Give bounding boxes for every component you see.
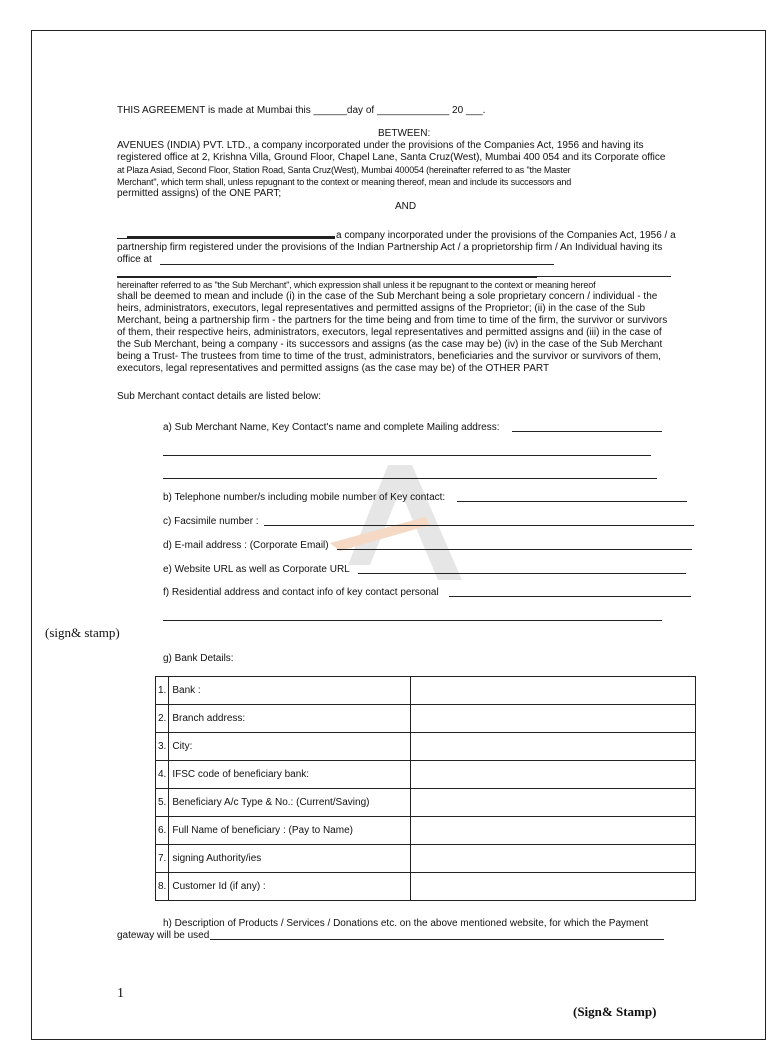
bank-row-number: 2. (156, 705, 169, 733)
table-row (156, 817, 696, 845)
bank-row-number: 8. (156, 873, 169, 901)
bank-row-label: Customer Id (if any) : (169, 873, 411, 901)
item-b-blank[interactable] (457, 501, 687, 502)
sub-para-text-3: heirs, administrators, executors, legal representatives and permitted assigns of the Proprietor; (ii) in the case of the Sub (117, 303, 646, 314)
bank-row-number: 6. (156, 817, 169, 845)
bank-row-value[interactable] (411, 789, 696, 817)
office-address-blank-1 (160, 264, 554, 265)
item-e-blank[interactable] (358, 573, 686, 574)
bank-row-value[interactable] (411, 733, 696, 761)
bank-row-value[interactable] (411, 761, 696, 789)
bank-row-value[interactable] (411, 705, 696, 733)
intro-blank-day: ______ (313, 105, 347, 116)
table-row (156, 733, 696, 761)
item-h-line-1: h) Description of Products / Services / Donations etc. on the above mentioned website, for which the Payment (163, 918, 649, 929)
item-f-blank[interactable] (449, 596, 691, 597)
item-d-label: d) E-mail address : (Corporate Email) (163, 540, 329, 551)
table-row (156, 761, 696, 789)
sign-stamp-right: (Sign& Stamp) (573, 1004, 657, 1019)
table-row (156, 677, 696, 705)
item-d-blank[interactable] (337, 549, 692, 550)
sub-para-line-3: office at (117, 254, 152, 265)
agreement-intro-line (117, 105, 485, 117)
bank-row-value[interactable] (411, 845, 696, 873)
item-a-blank-3[interactable] (163, 478, 657, 479)
item-h-blank[interactable] (210, 939, 664, 940)
item-a-blank-2[interactable] (163, 455, 651, 456)
avenues-paragraph (117, 140, 695, 200)
sub-merchant-name-blank (117, 238, 335, 239)
sub-para-text-2: shall be deemed to mean and include (i) in the case of the Sub Merchant being a sole proprietary concern / individual - the (117, 291, 658, 302)
bank-row-number: 7. (156, 845, 169, 873)
bank-row-value[interactable] (411, 873, 696, 901)
sub-para-text-6: the Sub Merchant, being a company - its successors and assigns (as the case may be) (iv) in the case of the Sub Merchant (117, 339, 663, 350)
sub-para-text-5: of them, their respective heirs, administrators, executors, legal representatives and permitted assigns and (iii) in the case of (117, 327, 662, 338)
bank-row-number: 3. (156, 733, 169, 761)
intro-day-word: day of (346, 105, 375, 116)
bank-row-label: Beneficiary A/c Type & No.: (Current/Saving) (169, 789, 411, 817)
item-b-label: b) Telephone number/s including mobile number of Key contact: (163, 492, 446, 503)
item-a-blank[interactable] (512, 431, 662, 432)
sub-merchant-paragraph (117, 279, 695, 375)
bank-row-value[interactable] (411, 677, 696, 705)
sign-stamp-left: (sign& stamp) (45, 625, 120, 640)
intro-year: 20 (452, 105, 464, 116)
item-g-label: g) Bank Details: (163, 653, 234, 664)
bank-row-label: IFSC code of beneficiary bank: (169, 761, 411, 789)
intro-blank-year: ___. (465, 105, 486, 116)
bank-row-label: Bank : (169, 677, 411, 705)
bank-details-table (155, 676, 696, 901)
table-row (156, 705, 696, 733)
bank-row-label: signing Authority/ies (169, 845, 411, 873)
item-c-label: c) Facsimile number : (163, 516, 259, 527)
sub-para-line-2: partnership firm registered under the provisions of the Indian Partnership Act / a proprietorship firm / An Individual having its (117, 242, 663, 253)
between-heading: BETWEEN: (378, 128, 431, 139)
intro-lead: THIS AGREEMENT is made at Mumbai this (117, 105, 311, 116)
intro-blank-month: _____________ (376, 105, 450, 116)
sub-merchant-name-blank-bold (127, 236, 335, 238)
sub-para-text-8: executors, legal representatives and permitted assigns (as the case may be) of the OTHER PART (117, 363, 550, 374)
table-row (156, 789, 696, 817)
item-f-label: f) Residential address and contact info of key contact personal (163, 587, 439, 598)
item-f-blank-2[interactable] (163, 620, 662, 621)
item-c-blank[interactable] (264, 525, 694, 526)
table-row (156, 845, 696, 873)
sub-para-text-7: being a Trust- The trustees from time to time of the trust, administrators, beneficiaries and the survivor or survivors of them, (117, 351, 661, 362)
bank-row-number: 5. (156, 789, 169, 817)
sub-para-text-1: hereinafter referred to as "the Sub Merchant", which expression shall unless it be repugnant to the context or meaning hereof (117, 280, 596, 290)
avenues-line-3: at Plaza Asiad, Second Floor, Station Road, Santa Cruz(West), Mumbai 400054 (hereinafter referred to as "the Master (117, 165, 571, 175)
bank-row-number: 4. (156, 761, 169, 789)
sub-merchant-underline (117, 277, 537, 278)
and-heading: AND (395, 201, 417, 212)
table-row (156, 873, 696, 901)
avenues-line-5: permitted assigns) of the ONE PART; (117, 188, 282, 199)
bank-row-value[interactable] (411, 817, 696, 845)
item-e-label: e) Website URL as well as Corporate URL (163, 564, 350, 575)
bank-row-label: City: (169, 733, 411, 761)
sub-para-text-4: Merchant, being a partnership firm - the partners for the time being and from time to time of the firm, the survivor or survivors (117, 315, 668, 326)
bank-row-label: Branch address: (169, 705, 411, 733)
contact-intro: Sub Merchant contact details are listed below: (117, 391, 321, 402)
item-a-label: a) Sub Merchant Name, Key Contact's name and complete Mailing address: (163, 422, 500, 433)
avenues-line-4: Merchant", which term shall, unless repugnant to the context or meaning thereof, mean and include its successors and (117, 177, 572, 187)
item-h-line-2: gateway will be used (117, 930, 210, 941)
sub-para-line-1: a company incorporated under the provisions of the Companies Act, 1956 / a (336, 230, 676, 241)
bank-row-number: 1. (156, 677, 169, 705)
bank-row-label: Full Name of beneficiary : (Pay to Name) (169, 817, 411, 845)
avenues-line-1: AVENUES (INDIA) PVT. LTD., a company incorporated under the provisions of the Companies Act, 1956 and having its (117, 140, 644, 151)
page-number: 1 (117, 986, 124, 1001)
avenues-line-2: registered office at 2, Krishna Villa, Ground Floor, Chapel Lane, Santa Cruz(West), Mumbai 400 054 and its Corporate office (117, 152, 666, 163)
